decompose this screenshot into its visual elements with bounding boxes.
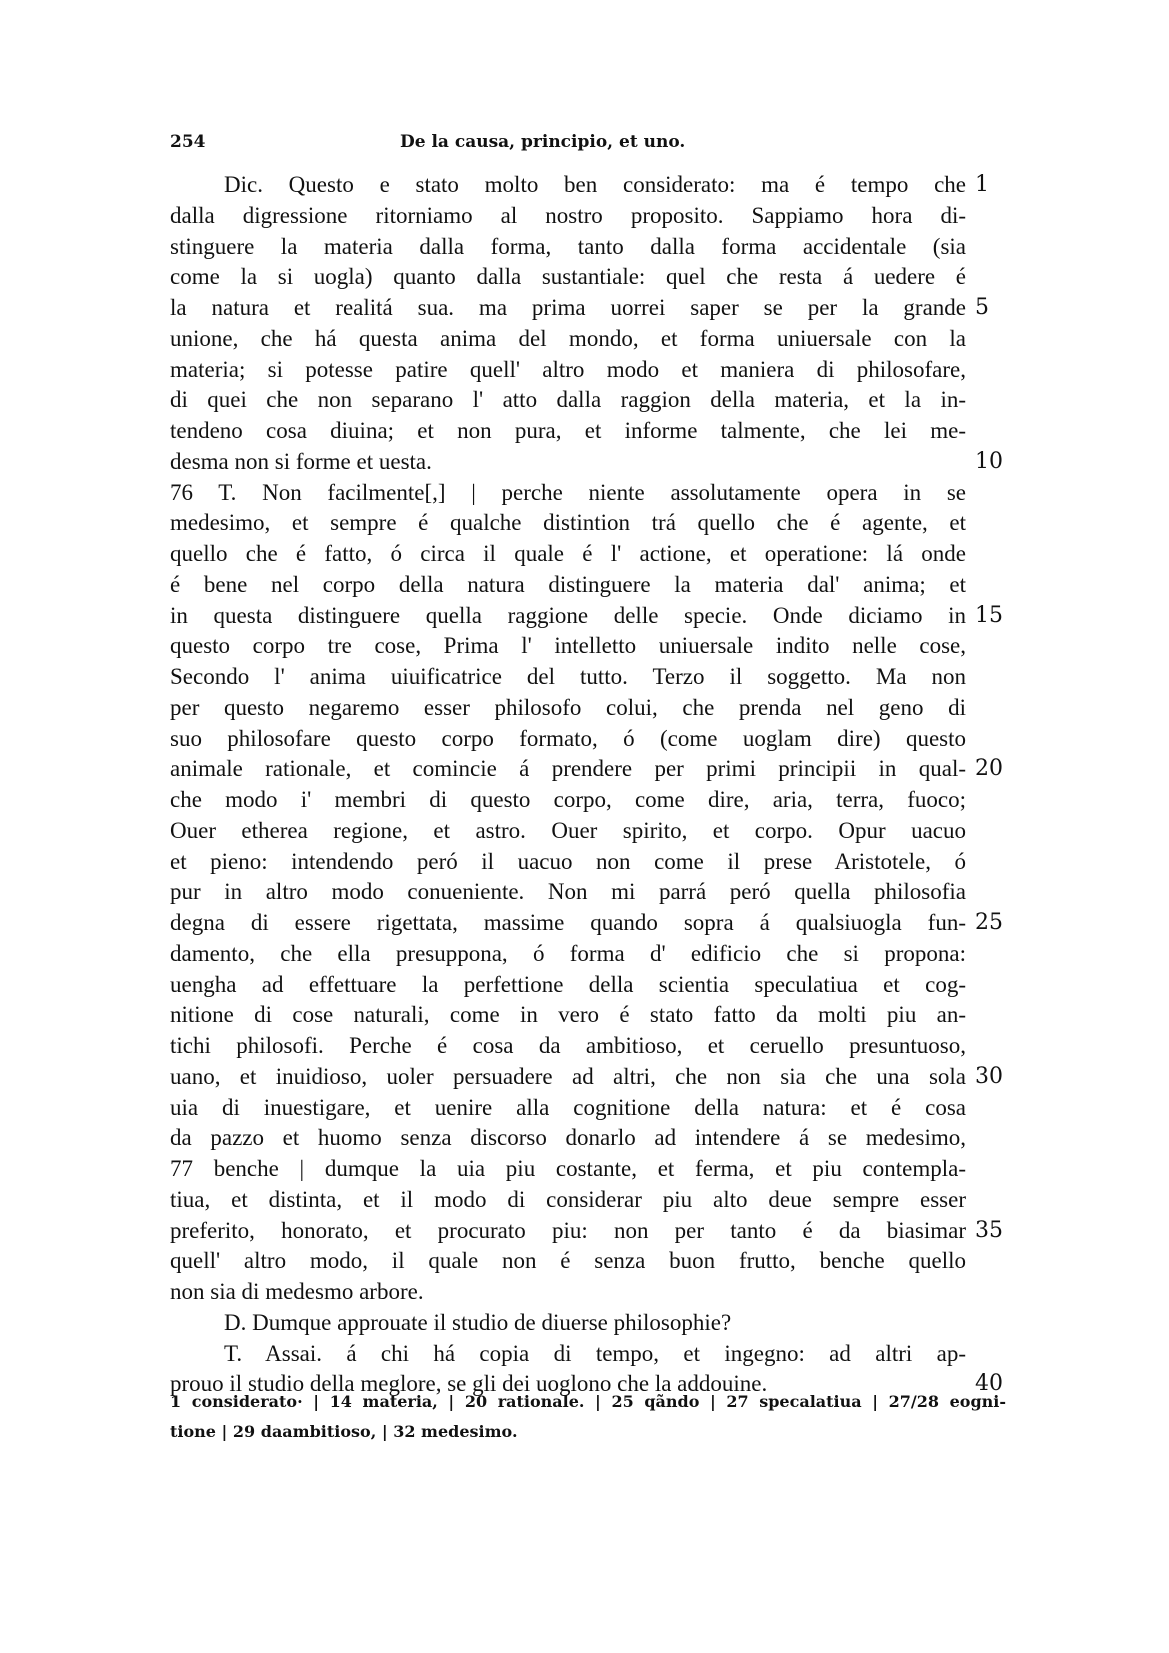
line-text: desma non si forme et uesta. [170,448,432,474]
line-number: 20 [975,756,1003,782]
line-text: di quei che non separano l' atto dalla raggion della materia, et la in- [170,387,966,413]
line-number: 40 [975,1371,1003,1397]
line-text: materia; si potesse patire quell' altro modo et maniera di philosofare, [170,356,966,382]
text-line [170,1185,980,1216]
text-line [170,1339,980,1370]
text-line [170,939,980,970]
line-text: Secondo l' anima uiuificatrice del tutto. Terzo il soggetto. Ma non [170,664,966,689]
line-text: che modo i' membri di questo corpo, come dire, aria, terra, fuoco; [170,787,966,812]
line-text: da pazzo et huomo senza discorso donarlo ad intendere á se medesimo, [170,1125,966,1151]
line-number: 35 [975,1217,1003,1243]
text-line [170,1093,980,1124]
line-text: preferito, honorato, et procurato piu: non per tanto é da biasimar [170,1217,966,1243]
line-text: suo philosofare questo corpo formato, ó (come uoglam dire) questo [170,725,966,751]
line-text: quello che é fatto, ó circa il quale é l' actione, et operatione: lá onde [170,541,966,566]
line-text: uano, et inuidioso, uoler persuadere ad altri, che non sia che una sola [170,1063,966,1089]
line-text: tendeno cosa diuina; et non pura, et informe talmente, che lei me- [170,418,966,443]
text-line [170,170,989,201]
line-text: tichi philosofi. Perche é cosa da ambitioso, et ceruello presuntuoso, [170,1033,966,1058]
text-line [170,724,980,755]
text-line [170,201,980,232]
line-text: T. Assai. á chi há copia di tempo, et ingegno: ad altri ap- [224,1340,966,1366]
text-line [170,1000,980,1031]
line-text: é bene nel corpo della natura distinguere la materia dal' anima; et [170,571,966,597]
page-number: 254 [170,132,206,152]
text-line [170,847,980,878]
line-text: damento, che ella presuppona, ó forma d' edificio che si propona: [170,940,966,966]
text-line [170,508,980,539]
line-text: prouo il studio della meglore, se gli dei uoglono che la addouine. [170,1371,768,1397]
text-line [170,970,980,1001]
text-line [170,601,1003,632]
footnote-line: tione | 29 daambitioso, | 32 medesimo. [170,1422,518,1441]
text-line [170,232,980,263]
text-line [170,416,980,447]
line-text: dalla digressione ritorniamo al nostro proposito. Sappiamo hora di- [170,202,966,228]
line-text: Ouer etherea regione, et astro. Ouer spirito, et corpo. Opur uacuo [170,817,966,843]
running-title: De la causa, principio, et uno. [400,132,686,152]
line-text: quell' altro modo, il quale non é senza buon frutto, benche quello [170,1248,966,1274]
page-header [170,132,980,162]
text-line [170,1216,1003,1247]
text-line [170,631,980,662]
text-line [170,754,1003,785]
line-text: animale rationale, et comincie á prendere per primi principii in qual- [170,756,966,782]
text-line [170,816,980,847]
line-number: 5 [975,295,989,320]
text-line [170,262,980,293]
line-text: degna di essere rigettata, massime quando sopra á qualsiuogla fun- [170,910,966,935]
text-line [170,324,980,355]
text-line [170,1308,980,1339]
text-line [170,1154,980,1185]
body-text [170,170,1003,1400]
text-line [170,539,980,570]
line-text: 77 benche | dumque la uia piu costante, et ferma, et piu contempla- [170,1156,966,1181]
line-text: 76 T. Non facilmente[,] | perche niente assolutamente opera in se [170,479,966,505]
footnote-line: 1 considerato· | 14 materia, | 20 rationale. | 25 qãndo | 27 specalatiua | 27/28 eogni- [170,1392,1006,1411]
line-text: Dic. Questo e stato molto ben considerato: ma é tempo che [224,172,966,197]
line-number: 30 [975,1063,1003,1089]
text-line [170,1246,980,1277]
line-text: la natura et realitá sua. ma prima uorrei saper se per la grande [170,295,966,320]
text-line [170,908,1003,939]
line-text: non sia di medesmo arbore. [170,1279,424,1304]
text-line [170,385,980,416]
line-text: tiua, et distinta, et il modo di considerar piu alto deue sempre esser [170,1186,966,1212]
line-text: stinguere la materia dalla forma, tanto dalla forma accidentale (sia [170,233,966,259]
line-text: medesimo, et sempre é qualche distintion trá quello che é agente, et [170,510,966,536]
line-text: questo corpo tre cose, Prima l' intelletto uniuersale indito nelle cose, [170,633,966,659]
text-line [170,355,980,386]
text-line [170,293,989,324]
line-text: pur in altro modo conueniente. Non mi parrá peró quella philosofia [170,879,966,905]
line-text: come la si uogla) quanto dalla sustantiale: quel che resta á uedere é [170,264,966,290]
text-line [170,1277,980,1308]
text-line [170,662,980,693]
line-number: 1 [975,172,989,197]
text-line [170,1031,980,1062]
line-text: uengha ad effettuare la perfettione della scientia speculatiua et cog- [170,971,966,997]
line-text: et pieno: intendendo peró il uacuo non come il prese Aristotele, ó [170,848,966,874]
line-text: unione, che há questa anima del mondo, et forma uniuersale con la [170,325,966,351]
line-number: 15 [975,602,1003,628]
text-line [170,1123,980,1154]
text-line [170,1062,1003,1093]
line-text: per questo negaremo esser philosofo colui, che prenda nel geno di [170,694,966,720]
text-line [170,570,980,601]
line-number: 25 [975,910,1003,935]
critical-apparatus [170,1387,1006,1447]
text-line [170,478,980,509]
text-line [170,693,980,724]
line-text: nitione di cose naturali, come in vero é stato fatto da molti piu an- [170,1002,966,1028]
line-text: in questa distinguere quella raggione delle specie. Onde diciamo in [170,602,966,628]
text-line [170,877,980,908]
line-number: 10 [975,448,1003,474]
line-text: D. Dumque approuate il studio de diuerse philosophie? [224,1309,732,1335]
line-text: uia di inuestigare, et uenire alla cognitione della natura: et é cosa [170,1094,966,1120]
text-line [170,447,1003,478]
text-line [170,785,980,816]
